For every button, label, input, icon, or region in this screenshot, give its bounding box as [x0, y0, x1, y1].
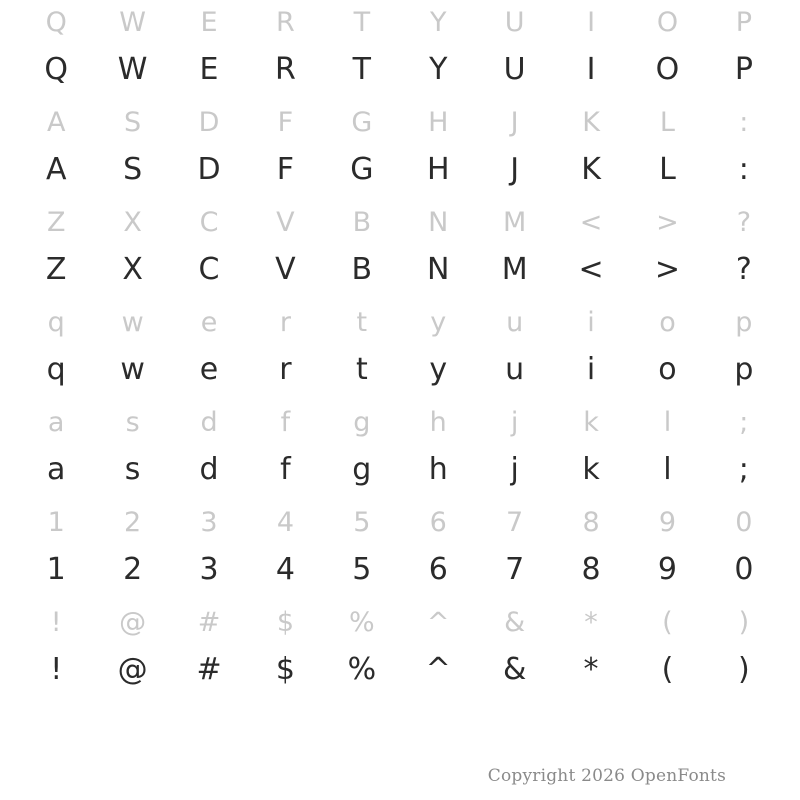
- glyph-cell: M: [501, 252, 528, 287]
- glyph-cell: !: [50, 606, 62, 638]
- glyph-row-dark: [18, 244, 782, 296]
- glyph-cell: C: [199, 206, 219, 238]
- glyph-cell: G: [351, 106, 373, 138]
- glyph-cell: 9: [658, 506, 677, 538]
- glyph-cell: ;: [739, 406, 749, 438]
- glyph-cell: ^: [425, 652, 451, 687]
- glyph-row-pair: [18, 400, 782, 496]
- glyph-cell: a: [47, 452, 66, 487]
- glyph-row-pair: [18, 0, 782, 96]
- glyph-cell: 8: [582, 506, 600, 538]
- glyph-cell: *: [583, 652, 599, 687]
- glyph-cell: 6: [429, 506, 447, 538]
- glyph-cell: :: [738, 152, 749, 187]
- glyph-cell: M: [502, 206, 527, 238]
- glyph-cell: $: [275, 652, 295, 687]
- copyright-notice: Copyright 2026 OpenFonts: [487, 766, 726, 786]
- glyph-row-dark: [18, 644, 782, 696]
- glyph-cell: 2: [123, 552, 143, 587]
- glyph-cell: a: [47, 406, 65, 438]
- glyph-cell: e: [199, 352, 219, 387]
- glyph-cell: &: [504, 606, 526, 638]
- glyph-cell: o: [659, 306, 676, 338]
- glyph-cell: @: [119, 606, 147, 638]
- glyph-cell: e: [200, 306, 218, 338]
- glyph-cell: 0: [735, 506, 753, 538]
- glyph-cell: E: [200, 6, 218, 38]
- glyph-cell: u: [505, 352, 525, 387]
- glyph-cell: @: [117, 652, 148, 687]
- glyph-cell: &: [502, 652, 527, 687]
- glyph-row-pair: [18, 300, 782, 396]
- glyph-cell: Y: [429, 52, 448, 87]
- glyph-cell: B: [352, 206, 372, 238]
- glyph-cell: 7: [505, 552, 525, 587]
- glyph-row-light: [18, 500, 782, 544]
- glyph-row-pair: [18, 600, 782, 696]
- glyph-cell: L: [659, 106, 675, 138]
- glyph-row-dark: [18, 444, 782, 496]
- glyph-cell: k: [583, 406, 599, 438]
- glyph-cell: 1: [47, 506, 65, 538]
- glyph-cell: d: [199, 452, 219, 487]
- glyph-cell: E: [199, 52, 219, 87]
- glyph-cell: 5: [353, 506, 371, 538]
- glyph-cell: ?: [736, 206, 752, 238]
- glyph-cell: u: [506, 306, 524, 338]
- glyph-cell: G: [350, 152, 374, 187]
- glyph-cell: B: [351, 252, 373, 287]
- glyph-cell: h: [428, 452, 448, 487]
- glyph-cell: %: [347, 652, 377, 687]
- glyph-cell: f: [280, 452, 291, 487]
- glyph-cell: X: [122, 252, 143, 287]
- glyph-cell: T: [352, 52, 371, 87]
- glyph-cell: 8: [581, 552, 601, 587]
- glyph-cell: w: [121, 306, 144, 338]
- glyph-cell: A: [45, 152, 67, 187]
- glyph-cell: (: [661, 652, 674, 687]
- glyph-cell: q: [46, 352, 66, 387]
- glyph-cell: i: [587, 306, 595, 338]
- glyph-cell: Z: [46, 206, 66, 238]
- glyph-cell: %: [349, 606, 375, 638]
- glyph-cell: 7: [506, 506, 524, 538]
- glyph-cell: H: [428, 106, 449, 138]
- glyph-cell: I: [586, 52, 596, 87]
- glyph-cell: <: [578, 252, 604, 287]
- glyph-cell: 3: [200, 506, 218, 538]
- glyph-cell: 3: [199, 552, 219, 587]
- glyph-cell: Z: [45, 252, 67, 287]
- glyph-cell: ): [738, 652, 750, 687]
- glyph-cell: A: [46, 106, 66, 138]
- glyph-row-light: [18, 300, 782, 344]
- glyph-cell: W: [117, 52, 148, 87]
- glyph-cell: F: [277, 106, 294, 138]
- glyph-cell: r: [279, 352, 292, 387]
- glyph-cell: w: [120, 352, 145, 387]
- glyph-cell: g: [352, 452, 372, 487]
- glyph-cell: g: [353, 406, 371, 438]
- glyph-row-light: [18, 100, 782, 144]
- glyph-cell: p: [734, 352, 754, 387]
- glyph-cell: r: [279, 306, 291, 338]
- glyph-cell: h: [429, 406, 447, 438]
- glyph-cell: s: [125, 406, 140, 438]
- glyph-cell: U: [504, 6, 525, 38]
- glyph-cell: <: [579, 206, 603, 238]
- glyph-cell: $: [276, 606, 295, 638]
- glyph-cell: F: [276, 152, 295, 187]
- glyph-cell: j: [510, 406, 519, 438]
- glyph-cell: o: [658, 352, 677, 387]
- glyph-cell: C: [198, 252, 220, 287]
- glyph-cell: 4: [276, 506, 295, 538]
- glyph-cell: y: [429, 352, 448, 387]
- glyph-cell: p: [735, 306, 753, 338]
- glyph-cell: 6: [428, 552, 448, 587]
- glyph-cell: L: [659, 152, 676, 187]
- glyph-cell: J: [510, 106, 519, 138]
- glyph-cell: :: [739, 106, 749, 138]
- glyph-cell: S: [123, 152, 143, 187]
- glyph-cell: Y: [429, 6, 447, 38]
- glyph-cell: 2: [124, 506, 142, 538]
- glyph-cell: f: [280, 406, 291, 438]
- glyph-cell: q: [47, 306, 65, 338]
- glyph-cell: X: [123, 206, 142, 238]
- glyph-row-light: [18, 400, 782, 444]
- glyph-cell: >: [656, 206, 679, 238]
- glyph-cell: J: [510, 152, 520, 187]
- glyph-row-pair: [18, 100, 782, 196]
- glyph-cell: 4: [275, 552, 295, 587]
- glyph-cell: P: [735, 6, 752, 38]
- glyph-row-pair: [18, 500, 782, 596]
- glyph-cell: ): [738, 606, 750, 638]
- glyph-cell: 5: [352, 552, 372, 587]
- glyph-cell: l: [663, 406, 672, 438]
- glyph-cell: Q: [44, 52, 69, 87]
- glyph-cell: s: [124, 452, 141, 487]
- glyph-cell: K: [581, 152, 601, 187]
- glyph-row-dark: [18, 344, 782, 396]
- glyph-cell: W: [119, 6, 146, 38]
- glyph-cell: (: [662, 606, 673, 638]
- glyph-cell: D: [197, 152, 221, 187]
- glyph-cell: >: [654, 252, 681, 287]
- glyph-cell: i: [586, 352, 596, 387]
- glyph-cell: k: [582, 452, 600, 487]
- glyph-cell: O: [656, 6, 679, 38]
- glyph-row-dark: [18, 544, 782, 596]
- glyph-cell: #: [196, 652, 222, 687]
- glyph-cell: t: [355, 352, 368, 387]
- glyph-cell: #: [197, 606, 221, 638]
- glyph-cell: P: [734, 52, 753, 87]
- glyph-cell: V: [275, 252, 296, 287]
- glyph-cell: t: [356, 306, 368, 338]
- glyph-cell: U: [503, 52, 526, 87]
- glyph-row-light: [18, 600, 782, 644]
- glyph-cell: d: [200, 406, 218, 438]
- glyph-cell: H: [426, 152, 450, 187]
- glyph-cell: *: [584, 606, 598, 638]
- glyph-cell: ?: [735, 252, 752, 287]
- glyph-cell: T: [353, 6, 371, 38]
- glyph-row-dark: [18, 144, 782, 196]
- glyph-cell: V: [276, 206, 295, 238]
- glyph-cell: 1: [46, 552, 66, 587]
- glyph-cell: ^: [426, 606, 450, 638]
- glyph-cell: I: [587, 6, 596, 38]
- glyph-cell: ;: [738, 452, 749, 487]
- glyph-cell: O: [655, 52, 680, 87]
- glyph-cell: D: [198, 106, 220, 138]
- glyph-row-light: [18, 200, 782, 244]
- glyph-cell: y: [430, 306, 447, 338]
- glyph-row-light: [18, 0, 782, 44]
- glyph-cell: l: [663, 452, 672, 487]
- glyph-cell: R: [274, 52, 296, 87]
- glyph-cell: N: [427, 252, 450, 287]
- glyph-cell: !: [50, 652, 63, 687]
- glyph-cell: R: [276, 6, 295, 38]
- glyph-row-dark: [18, 44, 782, 96]
- glyph-cell: N: [428, 206, 449, 238]
- glyph-cell: 0: [734, 552, 754, 587]
- glyph-cell: S: [124, 106, 142, 138]
- footer: [0, 766, 800, 786]
- glyph-cell: K: [582, 106, 600, 138]
- glyph-row-pair: [18, 200, 782, 296]
- glyph-cell: Q: [45, 6, 67, 38]
- glyph-cell: 9: [657, 552, 677, 587]
- glyph-cell: j: [510, 452, 519, 487]
